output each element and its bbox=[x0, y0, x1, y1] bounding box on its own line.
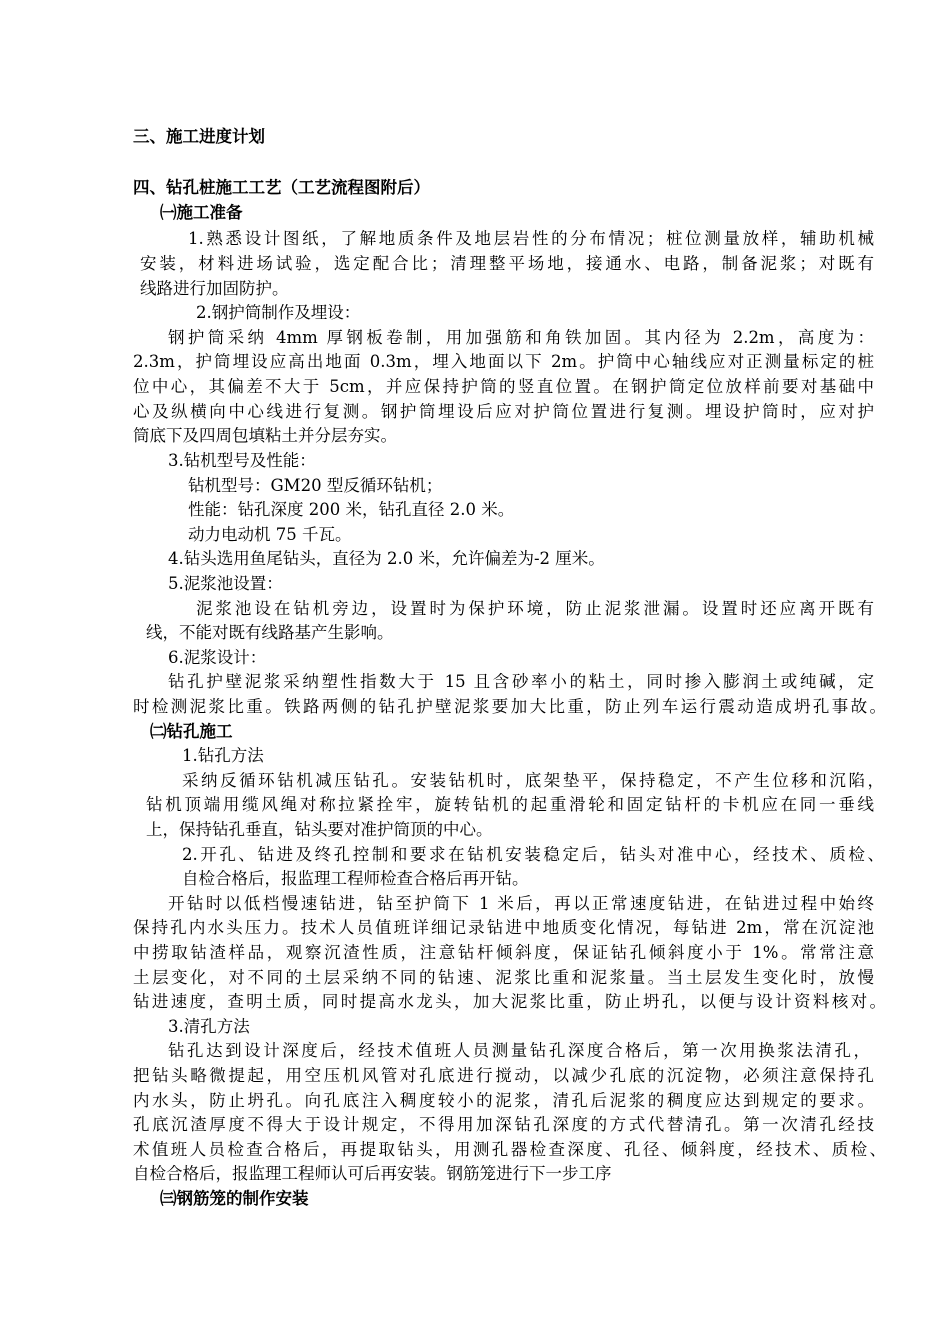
item-title: 3.清孔方法 bbox=[168, 1017, 250, 1036]
paragraph-line: 把钻头略微提起，用空压机风管对孔底进行搅动，以减少孔底的沉淀物，必须注意保持孔 bbox=[133, 1066, 874, 1085]
subsection-1-heading: ㈠施工准备 bbox=[160, 203, 243, 222]
paragraph-line: 性能：钻孔深度 200 米，钻孔直径 2.0 米。 bbox=[188, 500, 515, 519]
item-title: 3.钻机型号及性能： bbox=[168, 451, 316, 470]
paragraph-line: 心及纵横向中心线进行复测。钢护筒埋设后应对护筒位置进行复测。埋设护筒时，应对护 bbox=[133, 402, 874, 421]
paragraph-line: 采纳反循环钻机减压钻孔。安装钻机时，底架垫平，保持稳定，不产生位移和沉陷， bbox=[182, 771, 884, 790]
paragraph-line: 术值班人员检查合格后，再提取钻头，用测孔器检查深度、孔径、倾斜度，经技术、质检、 bbox=[133, 1140, 886, 1159]
paragraph-line: 时检测泥浆比重。铁路两侧的钻孔护壁泥浆要加大比重，防止列车运行震动造成坍孔事故。 bbox=[133, 697, 886, 716]
paragraph-line: 上，保持钻孔垂直，钻头要对准护筒顶的中心。 bbox=[146, 820, 493, 839]
paragraph-line: 2.开孔、钻进及终孔控制和要求在钻机安装稳定后，钻头对准中心，经技术、质检、 bbox=[182, 845, 884, 864]
paragraph-line: 自检合格后，报监理工程师认可后再安装。钢筋笼进行下一步工序 bbox=[133, 1164, 612, 1183]
paragraph-line: 自检合格后，报监理工程师检查合格后再开钻。 bbox=[182, 869, 529, 888]
item-title: 2.钢护筒制作及埋设： bbox=[196, 303, 361, 322]
paragraph-line: 位中心，其偏差不大于 5cm，并应保持护筒的竖直位置。在钢护筒定位放样前要对基础中 bbox=[133, 377, 874, 396]
paragraph-line: 线，不能对既有线路基产生影响。 bbox=[146, 623, 394, 642]
paragraph-line: 筒底下及四周包填粘土并分层夯实。 bbox=[133, 426, 397, 445]
paragraph-line: 4.钻头选用鱼尾钻头，直径为 2.0 米，允许偏差为-2 厘米。 bbox=[168, 549, 605, 568]
subsection-3-heading: ㈢钢筋笼的制作安装 bbox=[160, 1189, 309, 1208]
section-4-heading: 四、钻孔桩施工工艺（工艺流程图附后） bbox=[133, 178, 430, 197]
item-title: 1.钻孔方法 bbox=[182, 746, 264, 765]
item-title: 5.泥浆池设置： bbox=[168, 574, 283, 593]
paragraph-line: 保持孔内水头压力。技术人员值班详细记录钻进中地质变化情况，每钻进 2m，常在沉淀池 bbox=[133, 918, 874, 937]
paragraph-line: 2.3m，护筒埋设应高出地面 0.3m，埋入地面以下 2m。护筒中心轴线应对正测量标定的桩 bbox=[133, 352, 874, 371]
subsection-2-heading: ㈡钻孔施工 bbox=[150, 722, 233, 741]
paragraph-line: 孔底沉渣厚度不得大于设计规定，不得用加深钻孔深度的方式代替清孔。第一次清孔经技 bbox=[133, 1115, 874, 1134]
paragraph-line: 安装，材料进场试验，选定配合比；清理整平场地，接通水、电路，制备泥浆；对既有 bbox=[140, 254, 874, 273]
paragraph-line: 钻机型号：GM20 型反循环钻机； bbox=[188, 476, 443, 495]
paragraph-line: 中捞取钻渣样品，观察沉渣性质，注意钻杆倾斜度，保证钻孔倾斜度小于 1%。常常注意 bbox=[133, 943, 874, 962]
paragraph-line: 钻孔护壁泥浆采纳塑性指数大于 15 且含砂率小的粘土，同时掺入膨润土或纯碱，定 bbox=[168, 672, 874, 691]
paragraph-line: 钻孔达到设计深度后，经技术值班人员测量钻孔深度合格后，第一次用换浆法清孔， bbox=[168, 1041, 870, 1060]
paragraph-line: 1.熟悉设计图纸，了解地质条件及地层岩性的分布情况；桩位测量放样，辅助机械 bbox=[188, 229, 874, 248]
paragraph-line: 土层变化，对不同的土层采纳不同的钻速、泥浆比重和泥浆量。当土层发生变化时，放慢 bbox=[133, 968, 874, 987]
paragraph-line: 开钻时以低档慢速钻进，钻至护筒下 1 米后，再以正常速度钻进，在钻进过程中始终 bbox=[168, 894, 874, 913]
section-3-heading: 三、施工进度计划 bbox=[133, 127, 265, 146]
paragraph-line: 动力电动机 75 千瓦。 bbox=[188, 525, 352, 544]
paragraph-line: 泥浆池设在钻机旁边，设置时为保护环境，防止泥浆泄漏。设置时还应离开既有 bbox=[196, 599, 874, 618]
paragraph-line: 钢护筒采纳 4mm 厚钢板卷制，用加强筋和角铁加固。其内径为 2.2m，高度为： bbox=[168, 328, 874, 347]
paragraph-line: 内水头，防止坍孔。向孔底注入稠度较小的泥浆，清孔后泥浆的稠度应达到规定的要求。 bbox=[133, 1091, 874, 1110]
paragraph-line: 线路进行加固防护。 bbox=[140, 279, 289, 298]
paragraph-line: 钻机顶端用缆风绳对称拉紧拴牢，旋转钻机的起重滑轮和固定钻杆的卡机应在同一垂线 bbox=[146, 795, 874, 814]
item-title: 6.泥浆设计： bbox=[168, 648, 267, 667]
paragraph-line: 钻进速度，查明土质，同时提高水龙头，加大泥浆比重，防止坍孔，以便与设计资料核对。 bbox=[133, 992, 886, 1011]
